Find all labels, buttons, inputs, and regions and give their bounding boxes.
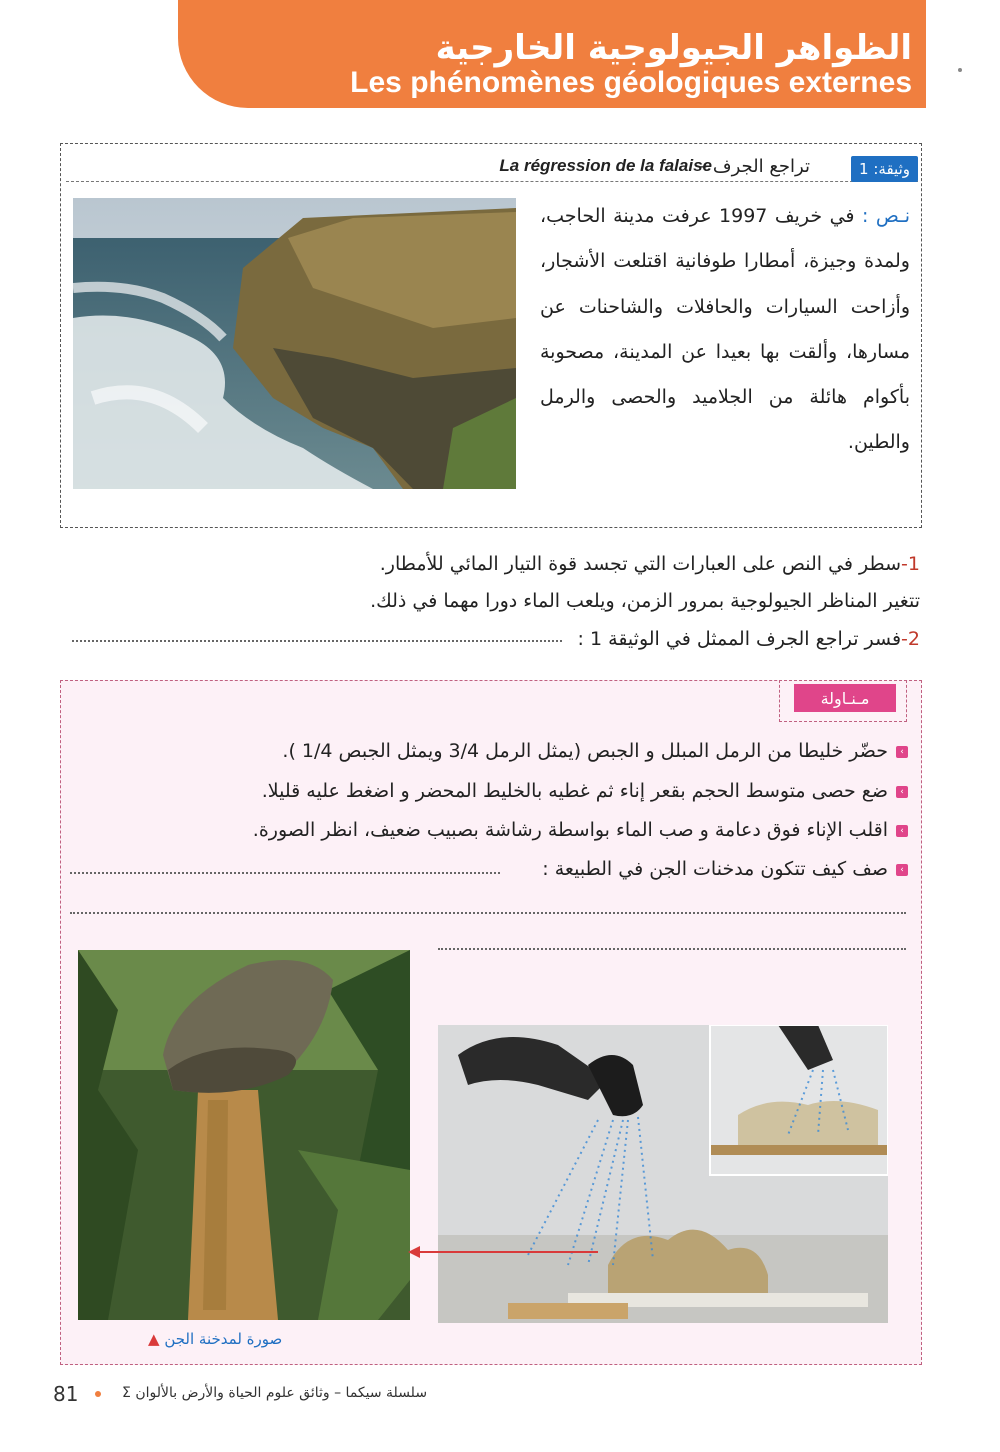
hoodoo-photo [78,950,410,1320]
activity-step-3-text: اقلب الإناء فوق دعامة و صب الماء بواسطة رشاشة بصبيب ضعيف، انظر الصورة. [252,819,888,841]
activity-step-2 [262,780,908,802]
sigma-logo-icon: Σ [122,1385,131,1401]
footer-series-text: سلسلة سيكما – وثائق علوم الحياة والأرض بالألوان [135,1385,428,1401]
activity-step-4 [542,858,908,880]
question-2 [578,628,920,650]
activity-step-1 [282,740,908,762]
bullet-icon: › [896,746,908,758]
question-1-number: 1- [901,553,920,575]
footer-dot [95,1391,101,1397]
chapter-title-arabic: الظواهر الجيولوجية الخارجية [435,28,912,68]
hoodoo-caption [148,1330,282,1348]
question-2-number: 2- [901,628,920,650]
answer-line-step-4[interactable] [70,872,500,874]
activity-step-1-text: حضّر خليطا من الرمل المبلل و الجبص (يمثل الرمل 3/4 ويمثل الجبص 1/4 ). [282,740,888,762]
hoodoo-caption-text: صورة لمدخنة الجن [164,1330,283,1348]
answer-line-2[interactable] [72,640,562,642]
answer-line-b[interactable] [438,948,906,950]
activity-step-3 [253,819,908,841]
question-1 [380,553,920,575]
document-1-header-rule [66,181,918,182]
red-arrow-icon [408,1242,598,1262]
triangle-marker-icon: ▲ [148,1330,160,1348]
activity-step-4-text: صف كيف تتكون مدخنات الجن في الطبيعة : [542,858,888,880]
cliff-photo [73,198,516,489]
intro-sentence: تتغير المناظر الجيولوجية بمرور الزمن، ويلعب الماء دورا مهما في ذلك. [370,590,920,612]
question-2-text: فسر تراجع الجرف الممثل في الوثيقة 1 : [577,628,902,650]
footer-series [122,1385,427,1401]
document-1-title-arabic: تراجع الجرف – [698,156,810,177]
passage-text: في خريف 1997 عرفت مدينة الحاجب، ولمدة وجيزة، أمطارا طوفانية اقتلعت الأشجار، وأزاحت السيارات والحافلات والشاحنات عن مسارها، وألقت بها بعيدا عن المدينة، مصحوبة بأكوام هائلة من الجلاميد والحصى والرمل والطين. [540,205,910,454]
document-1-badge: وثيقة: 1 [851,156,918,182]
activity-label: مـنـاولة [794,684,896,712]
bullet-icon: › [896,864,908,876]
chapter-title-french: Les phénomènes géologiques externes [350,66,912,99]
document-1-passage [540,194,910,466]
bullet-icon: › [896,825,908,837]
passage-label: نـص : [861,205,911,227]
answer-line-a[interactable] [70,912,906,914]
document-1-title-french: La régression de la falaise [499,156,712,175]
bullet-icon: › [896,786,908,798]
experiment-photo [438,1025,888,1323]
page-number: 81 [53,1382,79,1406]
activity-step-2-text: ضع حصى متوسط الحجم بقعر إناء ثم غطيه بالخليط المحضر و اضغط عليه قليلا. [261,780,888,802]
question-1-text: سطر في النص على العبارات التي تجسد قوة التيار المائي للأمطار. [379,553,902,575]
margin-dot [958,68,962,72]
